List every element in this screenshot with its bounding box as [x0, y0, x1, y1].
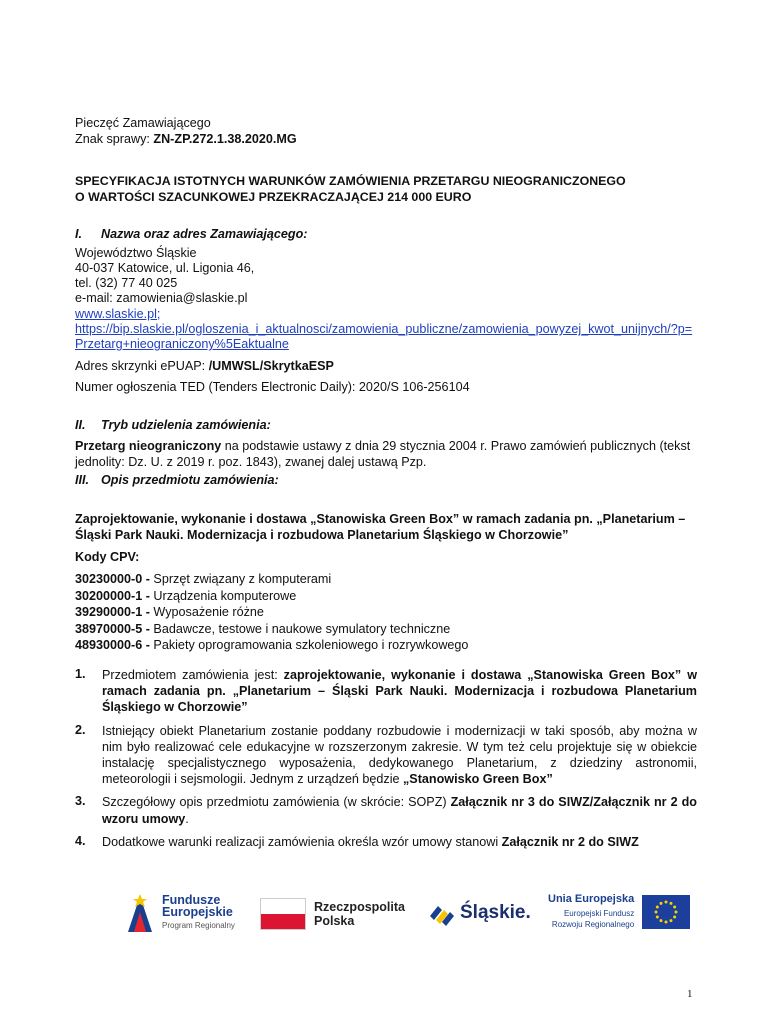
- cpv-item: 30200000-1 - Urządzenia komputerowe: [75, 588, 297, 603]
- section-2-title: II. Tryb udzielenia zamówienia:: [75, 417, 271, 432]
- ted-notice: Numer ogłoszenia TED (Tenders Electronic Daily): 2020/S 106-256104: [75, 380, 470, 395]
- rzeczpospolita-polska-logo: Rzeczpospolita Polska: [260, 898, 405, 930]
- slaskie-emblem-icon: [428, 900, 456, 926]
- address-line: 40-037 Katowice, ul. Ligonia 46,: [75, 260, 255, 275]
- eu-star: [670, 919, 673, 922]
- epuap-address: Adres skrzynki ePUAP: /UMWSL/SkrytkaESP: [75, 358, 334, 373]
- eu-star: [656, 916, 659, 919]
- eu-star: [675, 911, 678, 914]
- eu-star: [673, 916, 676, 919]
- stamp-label: Pieczęć Zamawiającego: [75, 116, 211, 130]
- eu-flag-icon: [642, 895, 690, 929]
- eu-star: [660, 902, 663, 905]
- address-line: Województwo Śląskie: [75, 245, 197, 260]
- subject-title: Zaprojektowanie, wykonanie i dostawa „Stanowiska Green Box” w ramach zadania pn. „Planetarium – Śląski Park Nauki. Modernizacja i rozbudowa Planetarium Śląskiego w Chorzowie”: [75, 511, 686, 543]
- cpv-item: 30230000-0 - Sprzęt związany z komputerami: [75, 572, 332, 587]
- list-item: 2. Istniejący obiekt Planetarium zostanie poddany rozbudowie i modernizacji w taki sposób, aby można w nim było realizować cele edukacyjne w rozszerzonym zakresie. W tym też celu projektuje się w obiekcie instalację specjalistycznego wyposażenia, dedykowanego Planetarium, z dziedziny astronomii, meteorologii i sejsmologii. Jednym z urządzeń będzie „Stanowisko Green Box”: [75, 722, 697, 787]
- polish-flag-icon: [260, 898, 306, 930]
- slaskie-logo: Śląskie.: [428, 900, 531, 926]
- contracting-authority-address: [75, 246, 697, 353]
- list-item: 4. Dodatkowe warunki realizacji zamówienia określa wzór umowy stanowi Załącznik nr 2 do SIWZ: [75, 833, 639, 849]
- list-item: 1. Przedmiotem zamówienia jest: zaprojektowanie, wykonanie i dostawa „Stanowiska Green Box” w ramach zadania pn. „Planetarium – Śląski Park Nauki. Modernizacja i rozbudowa Planetarium Śląskiego w Chorzowie”: [75, 667, 697, 715]
- list-item: 3. Szczegółowy opis przedmiotu zamówienia (w skrócie: SOPZ) Załącznik nr 3 do SIWZ/Załącznik nr 2 do wzoru umowy.: [75, 794, 697, 826]
- fe-star-icon: [126, 892, 156, 934]
- eu-star: [670, 902, 673, 905]
- address-line: e-mail: zamowienia@slaskie.pl: [75, 291, 248, 306]
- eu-star: [655, 911, 658, 914]
- cpv-item: 38970000-5 - Badawcze, testowe i naukowe symulatory techniczne: [75, 621, 451, 636]
- cpv-item: 48930000-6 - Pakiety oprogramowania szkoleniowego i rozrywkowego: [75, 638, 469, 653]
- bip-link[interactable]: https://bip.slaskie.pl/ogloszenia_i_aktualnosci/zamowienia_publiczne/zamowienia_powyzej_kwot_unijnych/?p=Przetarg+nieograniczony%5Eaktualne: [75, 321, 693, 352]
- page-number: 1: [687, 988, 693, 1000]
- eu-star: [673, 906, 676, 909]
- website-link[interactable]: www.slaskie.pl;: [75, 306, 161, 321]
- section-1-title: I. Nazwa oraz adres Zamawiającego:: [75, 227, 308, 241]
- cpv-list: [75, 571, 697, 654]
- unia-europejska-logo: Unia Europejska Europejski Fundusz Rozwoju Regionalnego: [548, 894, 690, 930]
- eu-star: [665, 901, 668, 904]
- procedure-text: Przetarg nieograniczony na podstawie ustawy z dnia 29 stycznia 2004 r. Prawo zamówień publicznych (tekst jednolity: Dz. U. z 2019 r. poz. 1843), zwanej dalej ustawą Pzp.: [75, 439, 691, 470]
- document-page: [75, 116, 697, 857]
- document-header: [75, 116, 697, 147]
- cpv-item: 39290000-1 - Wyposażenie różne: [75, 605, 264, 620]
- case-number: ZN-ZP.272.1.38.2020.MG: [153, 131, 297, 146]
- eu-star: [656, 906, 659, 909]
- address-line: tel. (32) 77 40 025: [75, 276, 178, 291]
- eu-funding-logos: [118, 890, 698, 940]
- spec-title: SPECYFIKACJA ISTOTNYCH WARUNKÓW ZAMÓWIENIA PRZETARGU NIEOGRANICZONEGO O WARTOŚCI SZACUNKOWEJ PRZEKRACZAJĄCEJ 214 000 EURO: [75, 174, 626, 204]
- section-3-title: III. Opis przedmiotu zamówienia:: [75, 473, 279, 488]
- numbered-list: [75, 667, 697, 850]
- fundusze-europejskie-logo: Fundusze Europejskie Program Regionalny: [126, 892, 235, 934]
- eu-star: [665, 921, 668, 924]
- case-reference: Znak sprawy: ZN-ZP.272.1.38.2020.MG: [75, 131, 297, 146]
- eu-star: [660, 919, 663, 922]
- cpv-title: Kody CPV:: [75, 549, 140, 564]
